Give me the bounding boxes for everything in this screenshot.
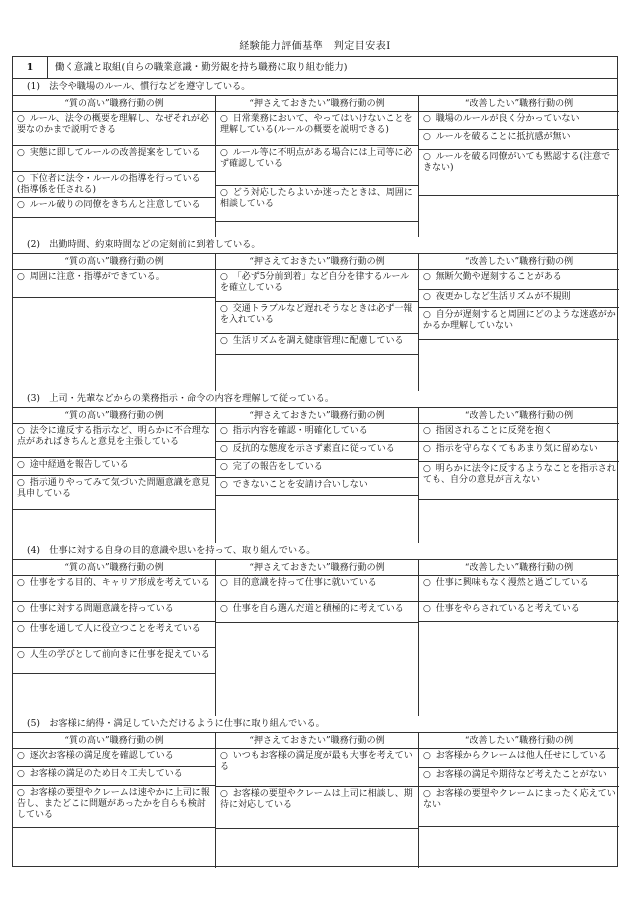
column-header: “押さえておきたい”職務行動の例: [216, 408, 418, 424]
behavior-text: 日常業務において、やってはいけないことを理解している(ルールの概要を説明できる): [220, 114, 413, 135]
circle-bullet-icon: ○: [423, 152, 431, 162]
section-grid: [13, 253, 617, 391]
page-title: 経験能力評価基準 判定目安表Ⅰ: [239, 41, 391, 52]
behavior-text: 下位者に法令・ルールの指導を行っている(指導係を任される): [17, 174, 201, 195]
behavior-item: [419, 424, 619, 442]
behavior-item: [419, 602, 619, 622]
high-quality-column: [13, 408, 215, 543]
behavior-item: [419, 787, 619, 827]
behavior-item: [13, 198, 215, 218]
column-header: “改善したい”職務行動の例: [419, 96, 619, 112]
behavior-text: 仕事に興味もなく漫然と過ごしている: [435, 578, 589, 588]
baseline-column: [215, 733, 418, 868]
circle-bullet-icon: ○: [220, 304, 228, 314]
improvement-column: [418, 733, 619, 868]
column-header: “改善したい”職務行動の例: [419, 254, 619, 270]
circle-bullet-icon: ○: [423, 464, 431, 474]
section-3: [13, 391, 617, 543]
circle-bullet-icon: ○: [423, 426, 431, 436]
circle-bullet-icon: ○: [220, 480, 228, 490]
circle-bullet-icon: ○: [220, 188, 228, 198]
section-grid: [13, 407, 617, 543]
circle-bullet-icon: ○: [220, 462, 228, 472]
behavior-text: 夜更かしなど生活リズムが不規則: [435, 292, 571, 302]
circle-bullet-icon: ○: [220, 751, 228, 761]
behavior-item: [13, 786, 215, 828]
behavior-text: 指示を守らなくてもあまり気に留めない: [435, 444, 598, 454]
behavior-text: どう対応したらよいか迷ったときは、周囲に相談している: [220, 188, 413, 209]
circle-bullet-icon: ○: [423, 751, 431, 761]
behavior-text: ルール破りの同僚をきちんと注意している: [29, 200, 201, 210]
behavior-text: ルール、法令の概要を理解し、なぜそれが必要なのかまで説明できる: [17, 114, 209, 135]
section-title: (4) 仕事に対する自身の目的意識や思いを持って、取り組んでいる。: [27, 545, 316, 556]
behavior-text: 指示通りやってみて気づいた問題意識を意見具申している: [17, 478, 210, 499]
column-header: “押さえておきたい”職務行動の例: [216, 254, 418, 270]
behavior-item: [13, 576, 215, 602]
behavior-item: [216, 576, 418, 602]
behavior-item: [216, 146, 418, 186]
behavior-item: [216, 334, 418, 355]
behavior-text: 完了の報告をしている: [232, 462, 323, 472]
behavior-text: 明らかに法令に反するようなことを指示されても、自分の意見が言えない: [423, 464, 616, 485]
column-header: “質の高い”職務行動の例: [13, 96, 215, 112]
section-grid: [13, 732, 617, 868]
behavior-text: 仕事をやらされていると考えている: [435, 604, 580, 614]
behavior-item: [216, 270, 418, 302]
circle-bullet-icon: ○: [17, 788, 25, 798]
behavior-text: 途中経過を報告している: [29, 460, 129, 470]
section-1: [13, 79, 617, 237]
circle-bullet-icon: ○: [423, 770, 431, 780]
circle-bullet-icon: ○: [17, 578, 25, 588]
behavior-item: [13, 648, 215, 674]
behavior-text: いつもお客様の満足度が最も大事を考えている: [220, 751, 413, 772]
improvement-column: [418, 408, 619, 543]
behavior-text: 職場のルールが良く分かっていない: [435, 114, 580, 124]
behavior-item: [419, 130, 619, 150]
section-4: [13, 543, 617, 716]
behavior-text: 仕事を自ら選んだ道と積極的に考えている: [232, 604, 404, 614]
behavior-text: 「必ず5分前到着」など自分を律するルールを確立している: [220, 272, 410, 293]
behavior-item: [13, 749, 215, 767]
high-quality-column: [13, 733, 215, 868]
column-header: “押さえておきたい”職務行動の例: [216, 560, 418, 576]
circle-bullet-icon: ○: [220, 444, 228, 454]
circle-bullet-icon: ○: [220, 789, 228, 799]
baseline-column: [215, 560, 418, 716]
circle-bullet-icon: ○: [220, 336, 228, 346]
circle-bullet-icon: ○: [17, 460, 25, 470]
behavior-text: 生活リズムを調え健康管理に配慮している: [232, 336, 404, 346]
behavior-item: [13, 146, 215, 172]
column-header: “改善したい”職務行動の例: [419, 408, 619, 424]
circle-bullet-icon: ○: [17, 200, 25, 210]
behavior-item: [419, 150, 619, 196]
circle-bullet-icon: ○: [17, 272, 25, 282]
behavior-text: ルールを破る同僚がいても黙認する(注意できない): [423, 152, 611, 173]
behavior-item: [419, 290, 619, 308]
behavior-text: 無断欠勤や遅刻することがある: [435, 272, 562, 282]
behavior-item: [13, 112, 215, 146]
category-header: [13, 57, 617, 79]
behavior-item: [13, 767, 215, 786]
behavior-text: 反抗的な態度を示さず素直に従っている: [232, 444, 395, 454]
circle-bullet-icon: ○: [423, 272, 431, 282]
circle-bullet-icon: ○: [423, 292, 431, 302]
circle-bullet-icon: ○: [220, 114, 228, 124]
behavior-text: ルール等に不明点がある場合には上司等に必ず確認している: [220, 148, 413, 169]
behavior-text: お客様の満足や期待など考えたことがない: [435, 770, 607, 780]
high-quality-column: [13, 560, 215, 716]
behavior-text: 逐次お客様の満足度を確認している: [29, 751, 174, 761]
circle-bullet-icon: ○: [17, 174, 25, 184]
behavior-text: 実態に即してルールの改善提案をしている: [29, 148, 201, 158]
circle-bullet-icon: ○: [17, 478, 25, 488]
section-title: (3) 上司・先輩などからの業務指示・命令の内容を理解して従っている。: [27, 393, 335, 404]
behavior-text: 仕事に対する問題意識を持っている: [29, 604, 174, 614]
behavior-item: [419, 112, 619, 130]
behavior-item: [419, 749, 619, 768]
behavior-text: できないことを安請け合いしない: [232, 480, 368, 490]
behavior-item: [419, 270, 619, 290]
behavior-item: [419, 768, 619, 787]
behavior-text: 人生の学びとして前向きに仕事を捉えている: [29, 650, 210, 660]
behavior-text: 指示内容を確認・明確化している: [232, 426, 368, 436]
circle-bullet-icon: ○: [17, 148, 25, 158]
behavior-item: [13, 424, 215, 458]
behavior-item: [419, 442, 619, 462]
behavior-item: [216, 442, 418, 460]
circle-bullet-icon: ○: [423, 310, 431, 320]
circle-bullet-icon: ○: [423, 578, 431, 588]
circle-bullet-icon: ○: [17, 426, 25, 436]
circle-bullet-icon: ○: [423, 789, 431, 799]
column-header: “押さえておきたい”職務行動の例: [216, 733, 418, 749]
column-header: “質の高い”職務行動の例: [13, 408, 215, 424]
circle-bullet-icon: ○: [423, 604, 431, 614]
behavior-item: [216, 186, 418, 222]
column-header: “改善したい”職務行動の例: [419, 733, 619, 749]
behavior-item: [419, 576, 619, 602]
baseline-column: [215, 96, 418, 237]
behavior-item: [419, 308, 619, 340]
behavior-item: [216, 749, 418, 787]
circle-bullet-icon: ○: [17, 650, 25, 660]
behavior-item: [216, 112, 418, 146]
behavior-text: ルールを破ることに抵抗感が無い: [435, 132, 571, 142]
high-quality-column: [13, 96, 215, 237]
circle-bullet-icon: ○: [423, 114, 431, 124]
behavior-text: お客様の満足のため日々工夫している: [29, 769, 183, 779]
circle-bullet-icon: ○: [220, 578, 228, 588]
column-header: “改善したい”職務行動の例: [419, 560, 619, 576]
behavior-item: [216, 478, 418, 496]
behavior-item: [216, 424, 418, 442]
behavior-text: 周囲に注意・指導ができている。: [29, 272, 165, 282]
baseline-column: [215, 408, 418, 543]
improvement-column: [418, 254, 619, 391]
behavior-text: お客様の要望やクレームは速やかに上司に報告し、またどこに問題があったかを自らも検討している: [17, 788, 210, 820]
behavior-item: [13, 270, 215, 298]
behavior-text: 目的意識を持って仕事に就いている: [232, 578, 377, 588]
behavior-text: 指図されることに反発を抱く: [435, 426, 553, 436]
behavior-text: お客様からクレームは他人任せにしている: [435, 751, 607, 761]
column-header: “質の高い”職務行動の例: [13, 733, 215, 749]
high-quality-column: [13, 254, 215, 391]
column-header: “質の高い”職務行動の例: [13, 254, 215, 270]
behavior-item: [216, 460, 418, 478]
behavior-text: 自分が遅刻すると周囲にどのような迷惑がかかるか理解していない: [423, 310, 616, 331]
circle-bullet-icon: ○: [220, 426, 228, 436]
section-title: (2) 出勤時間、約束時間などの定刻前に到着している。: [27, 239, 261, 250]
circle-bullet-icon: ○: [17, 624, 25, 634]
circle-bullet-icon: ○: [423, 132, 431, 142]
behavior-text: 交通トラブルなど遅れそうなときは必ず一報を入れている: [220, 304, 413, 325]
behavior-text: 仕事をする目的、キャリア形成を考えている: [29, 578, 210, 588]
section-title: (5) お客様に納得・満足していただけるように仕事に取り組んでいる。: [27, 718, 325, 729]
behavior-item: [419, 462, 619, 500]
behavior-item: [216, 602, 418, 623]
behavior-item: [13, 602, 215, 622]
section-grid: [13, 95, 617, 237]
behavior-item: [13, 458, 215, 476]
circle-bullet-icon: ○: [220, 604, 228, 614]
section-2: [13, 237, 617, 391]
section-title: (1) 法令や職場のルール、慣行などを遵守している。: [27, 81, 251, 92]
column-header: “押さえておきたい”職務行動の例: [216, 96, 418, 112]
circle-bullet-icon: ○: [17, 604, 25, 614]
behavior-item: [216, 302, 418, 334]
improvement-column: [418, 560, 619, 716]
circle-bullet-icon: ○: [17, 114, 25, 124]
column-header: “質の高い”職務行動の例: [13, 560, 215, 576]
evaluation-table: [12, 56, 618, 867]
behavior-item: [216, 787, 418, 829]
behavior-text: お客様の要望やクレームは上司に相談し、期待に対応している: [220, 789, 413, 810]
section-grid: [13, 559, 617, 716]
behavior-item: [13, 172, 215, 198]
behavior-item: [13, 476, 215, 510]
circle-bullet-icon: ○: [220, 272, 228, 282]
behavior-text: 法令に違反する指示など、明らかに不合理な点があればきちんと意見を主張している: [17, 426, 210, 447]
circle-bullet-icon: ○: [17, 751, 25, 761]
category-heading: 働く意識と取組(自らの職業意識・勤労観を持ち職務に取り組む能力): [55, 62, 348, 73]
baseline-column: [215, 254, 418, 391]
section-5: [13, 716, 617, 868]
circle-bullet-icon: ○: [17, 769, 25, 779]
behavior-item: [13, 622, 215, 648]
circle-bullet-icon: ○: [423, 444, 431, 454]
category-number: 1: [13, 57, 48, 78]
improvement-column: [418, 96, 619, 237]
behavior-text: お客様の要望やクレームにまったく応えていない: [423, 789, 616, 810]
circle-bullet-icon: ○: [220, 148, 228, 158]
behavior-text: 仕事を通して人に役立つことを考えている: [29, 624, 201, 634]
